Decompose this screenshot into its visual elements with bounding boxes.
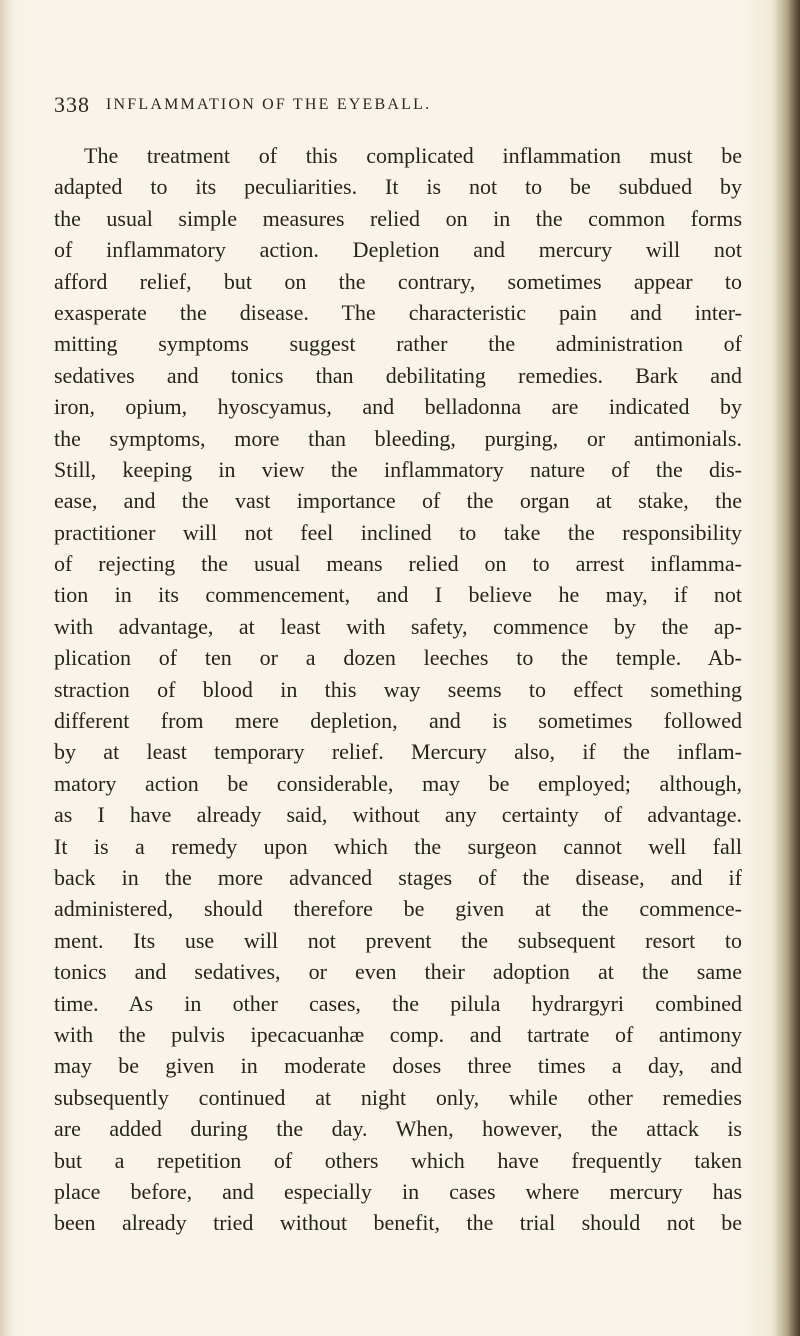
text-line: tonics and sedatives, or even their adoption at the same xyxy=(54,959,742,985)
text-line: with advantage, at least with safety, commence by the ap- xyxy=(54,613,742,639)
text-line: mitting symptoms suggest rather the administration of xyxy=(54,331,742,357)
text-line: different from mere depletion, and is sometimes followed xyxy=(54,708,742,734)
text-line: adapted to its peculiarities. It is not to be subdued by xyxy=(54,174,742,200)
text-line: of rejecting the usual means relied on to arrest inflamma- xyxy=(54,551,742,577)
text-line: been already tried without benefit, the trial should not be xyxy=(54,1210,742,1236)
text-line: of inflammatory action. Depletion and mercury will not xyxy=(54,237,742,263)
text-line: place before, and especially in cases where mercury has xyxy=(54,1178,742,1204)
text-line: the symptoms, more than bleeding, purging, or antimonials. xyxy=(54,425,742,451)
text-line: by at least temporary relief. Mercury also, if the inflam- xyxy=(54,739,742,765)
text-line: but a repetition of others which have frequently taken xyxy=(54,1147,742,1173)
text-line: iron, opium, hyoscyamus, and belladonna are indicated by xyxy=(54,394,742,420)
text-line: subsequently continued at night only, while other remedies xyxy=(54,1084,742,1110)
text-line: with the pulvis ipecacuanhæ comp. and tartrate of antimony xyxy=(54,1021,742,1047)
page-header xyxy=(54,92,754,132)
text-line: the usual simple measures relied on in the common forms xyxy=(54,205,742,231)
page-number: 338 xyxy=(54,92,90,117)
text-line: The treatment of this complicated inflammation must be xyxy=(84,143,742,168)
text-line: are added during the day. When, however, the attack is xyxy=(54,1116,742,1142)
body-paragraph xyxy=(54,140,742,1239)
text-line: time. As in other cases, the pilula hydrargyri combined xyxy=(54,990,742,1016)
running-head: INFLAMMATION OF THE EYEBALL. xyxy=(106,96,432,113)
text-line: ment. Its use will not prevent the subsequent resort to xyxy=(54,927,742,953)
text-line: tion in its commencement, and I believe he may, if not xyxy=(54,582,742,608)
page-left-edge xyxy=(0,0,14,1336)
text-line: afford relief, but on the contrary, sometimes appear to xyxy=(54,268,742,294)
text-line: plication of ten or a dozen leeches to the temple. Ab- xyxy=(54,645,742,671)
text-line: as I have already said, without any certainty of advantage. xyxy=(54,802,742,828)
text-line: exasperate the disease. The characteristic pain and inter- xyxy=(54,299,742,325)
text-line: administered, should therefore be given at the commence- xyxy=(54,896,742,922)
text-line: It is a remedy upon which the surgeon cannot well fall xyxy=(54,833,742,859)
text-line: practitioner will not feel inclined to take the responsibility xyxy=(54,519,742,545)
text-line: may be given in moderate doses three times a day, and xyxy=(54,1053,742,1079)
page-gutter-shadow xyxy=(774,0,800,1336)
text-line: straction of blood in this way seems to effect something xyxy=(54,676,742,702)
text-line: back in the more advanced stages of the disease, and if xyxy=(54,864,742,890)
text-line: Still, keeping in view the inflammatory nature of the dis- xyxy=(54,456,742,482)
text-line: matory action be considerable, may be employed; although, xyxy=(54,770,742,796)
text-line: sedatives and tonics than debilitating remedies. Bark and xyxy=(54,362,742,388)
text-line: ease, and the vast importance of the organ at stake, the xyxy=(54,488,742,514)
